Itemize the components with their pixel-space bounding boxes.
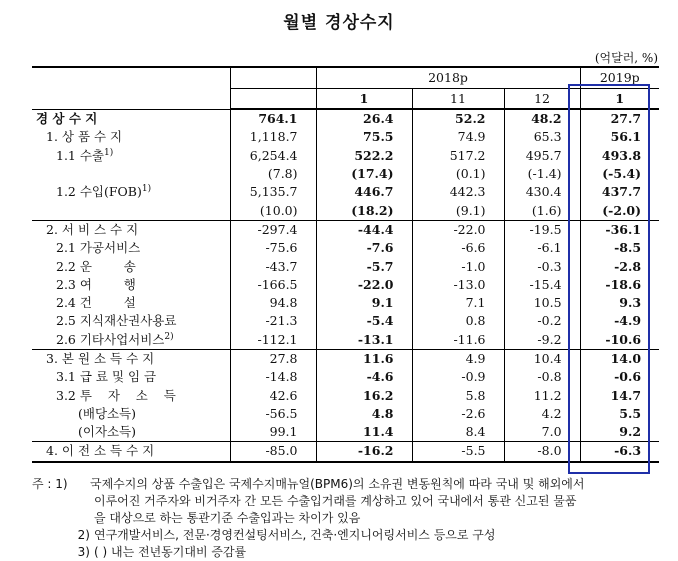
cell-value: 11.6 [316,349,412,368]
cell-value: 495.7 [504,147,580,165]
cell-value: 42.6 [230,386,316,404]
cell-value: -6.3 [580,442,659,462]
row-label [32,165,230,183]
row-label [32,239,230,257]
header-blank [32,67,230,109]
cell-value: -0.2 [504,312,580,330]
table-row [32,220,659,239]
cell-value: -18.6 [580,276,659,294]
cell-value: (-5.4) [580,165,659,183]
cell-value: 94.8 [230,294,316,312]
cell-value: -4.6 [316,368,412,386]
cell-value: 10.5 [504,294,580,312]
row-label [32,386,230,404]
note-1-line-2: 이루어진 거주자와 비거주자 간 모든 수출입거래를 계상하고 있어 국내에서 통관 신고된 물품 [94,494,577,508]
cell-value: -0.9 [412,368,504,386]
cell-value: 0.8 [412,312,504,330]
row-label [32,147,230,165]
table-row [32,239,659,257]
cell-value: -5.7 [316,257,412,275]
row-label [32,257,230,275]
cell-value: -19.5 [504,220,580,239]
footnote-ref: 1) [104,147,114,158]
cell-value: -0.6 [580,368,659,386]
header-month: 1 [316,89,412,110]
cell-value: 56.1 [580,128,659,146]
cell-value: 493.8 [580,147,659,165]
table-row [32,128,659,146]
header-blank-2 [230,67,316,89]
cell-value: 11.2 [504,386,580,404]
row-label-text: 2. 서 비 스 수 지 [46,221,139,237]
cell-value: 48.2 [504,109,580,128]
row-label-text: 2.3 여 행 [56,276,136,292]
cell-value: -16.2 [316,442,412,462]
row-label [32,312,230,330]
cell-value: 522.2 [316,147,412,165]
cell-value: -166.5 [230,276,316,294]
unit-label: (억달러, %) [594,51,658,65]
note-2: 연구개발서비스, 전문·경영컨설팅서비스, 건축·엔지니어링서비스 등으로 구성 [94,528,496,542]
cell-value: -11.6 [412,331,504,350]
cell-value: (10.0) [230,201,316,220]
cell-value: -5.4 [316,312,412,330]
cell-value: (18.2) [316,201,412,220]
table-row [32,368,659,386]
note-prefix: 주 : 1) [32,477,68,491]
cell-value: 9.2 [580,423,659,442]
cell-value: 4.9 [412,349,504,368]
cell-value: 6,254.4 [230,147,316,165]
cell-value: 11.4 [316,423,412,442]
cell-value: -22.0 [316,276,412,294]
row-label-text: 2.5 지식재산권사용료 [56,313,177,329]
cell-value: 99.1 [230,423,316,442]
row-label-text: 2.2 운 송 [56,258,136,274]
cell-value: 26.4 [316,109,412,128]
row-label-text: 3. 본 원 소 득 수 지 [46,351,155,366]
cell-value: -13.1 [316,331,412,350]
table-row [32,423,659,442]
row-label [32,368,230,386]
row-label [32,294,230,312]
cell-value: -10.6 [580,331,659,350]
row-label [32,349,230,368]
cell-value: 4.8 [316,405,412,423]
cell-value: 9.1 [316,294,412,312]
header-month: 12 [504,89,580,110]
table-row [32,386,659,404]
note-3: ( ) 내는 전년동기대비 증감률 [94,545,247,559]
cell-value: -112.1 [230,331,316,350]
cell-value: -85.0 [230,442,316,462]
cell-value: 430.4 [504,183,580,201]
row-label-text: 1.1 수출 [56,147,105,163]
footnotes [32,476,662,561]
cell-value: 7.1 [412,294,504,312]
cell-value: 65.3 [504,128,580,146]
cell-value: -8.5 [580,239,659,257]
cell-value: 16.2 [316,386,412,404]
row-label [32,128,230,146]
cell-value: -9.2 [504,331,580,350]
row-label [32,423,230,442]
row-label-text: 3.2 투 자 소 득 [56,387,176,403]
cell-value: 10.4 [504,349,580,368]
note-2-key: 2) [77,528,90,542]
table-row [32,257,659,275]
cell-value: (9.1) [412,201,504,220]
header-blank-3 [230,89,316,110]
note-3-key: 3) [77,545,90,559]
header-year-2019: 2019p [580,67,659,89]
table-row [32,331,659,350]
row-label [32,201,230,220]
row-label [32,442,230,462]
header-month: 1 [580,89,659,110]
cell-value: 5.8 [412,386,504,404]
row-label-text: 2.6 기타사업서비스 [56,331,165,347]
cell-value: 74.9 [412,128,504,146]
cell-value: 1,118.7 [230,128,316,146]
cell-value: 517.2 [412,147,504,165]
cell-value: -0.8 [504,368,580,386]
cell-value: -0.3 [504,257,580,275]
header-year-2018: 2018p [316,67,580,89]
row-label [32,405,230,423]
cell-value: (7.8) [230,165,316,183]
cell-value: 27.8 [230,349,316,368]
table-row [32,349,659,368]
cell-value: -5.5 [412,442,504,462]
cell-value: (17.4) [316,165,412,183]
cell-value: 14.0 [580,349,659,368]
cell-value: 52.2 [412,109,504,128]
cell-value: -44.4 [316,220,412,239]
cell-value: -14.8 [230,368,316,386]
table-row [32,165,659,183]
cell-value: -6.6 [412,239,504,257]
table-row [32,147,659,165]
row-label-text: 4. 이 전 소 득 수 지 [46,443,155,459]
row-label [32,109,230,128]
header-month: 11 [412,89,504,110]
page-title: 월별 경상수지 [283,13,395,33]
row-label-text: (배당소득) [78,405,137,421]
cell-value: 446.7 [316,183,412,201]
cell-value: -56.5 [230,405,316,423]
cell-value: -1.0 [412,257,504,275]
table-row [32,183,659,201]
current-account-table [32,66,659,463]
row-label [32,331,230,350]
row-label [32,276,230,294]
cell-value: -75.6 [230,239,316,257]
cell-value: 764.1 [230,109,316,128]
cell-value: 5,135.7 [230,183,316,201]
cell-value: -43.7 [230,257,316,275]
cell-value: 5.5 [580,405,659,423]
row-label-text: 2.1 가공서비스 [56,240,141,256]
cell-value: (-1.4) [504,165,580,183]
cell-value: 8.4 [412,423,504,442]
cell-value: 442.3 [412,183,504,201]
table-row [32,201,659,220]
table-row [32,442,659,462]
table-row [32,405,659,423]
cell-value: (1.6) [504,201,580,220]
cell-value: (-2.0) [580,201,659,220]
footnote-ref: 2) [164,331,174,342]
cell-value: -22.0 [412,220,504,239]
row-label [32,220,230,239]
table-row [32,312,659,330]
row-label-text: 1.2 수입(FOB) [56,184,142,200]
cell-value: -2.8 [580,257,659,275]
row-label-text: 3.1 급 료 및 임 금 [56,369,157,385]
cell-value: -21.3 [230,312,316,330]
cell-value: -4.9 [580,312,659,330]
cell-value: -2.6 [412,405,504,423]
cell-value: 27.7 [580,109,659,128]
cell-value: (0.1) [412,165,504,183]
table-row [32,109,659,128]
row-label-text: 2.4 건 설 [56,295,136,311]
cell-value: -13.0 [412,276,504,294]
row-label-text: 경 상 수 지 [36,110,98,126]
table-row [32,276,659,294]
row-label-text: 1. 상 품 수 지 [46,129,123,145]
table-row [32,294,659,312]
row-label-text: (이자소득) [78,424,137,440]
note-1-line-3: 을 대상으로 하는 통관기준 수출입과는 차이가 있음 [94,511,361,525]
cell-value: -6.1 [504,239,580,257]
cell-value: 75.5 [316,128,412,146]
cell-value: -7.6 [316,239,412,257]
note-1-line-1: 국제수지의 상품 수출입은 국제수지매뉴얼(BPM6)의 소유권 변동원칙에 따라 국내 및 해외에서 [90,477,585,491]
cell-value: -36.1 [580,220,659,239]
cell-value: 437.7 [580,183,659,201]
cell-value: 4.2 [504,405,580,423]
cell-value: -297.4 [230,220,316,239]
cell-value: 7.0 [504,423,580,442]
row-label [32,183,230,201]
cell-value: -15.4 [504,276,580,294]
cell-value: -8.0 [504,442,580,462]
footnote-ref: 1) [141,184,152,195]
cell-value: 14.7 [580,386,659,404]
cell-value: 9.3 [580,294,659,312]
